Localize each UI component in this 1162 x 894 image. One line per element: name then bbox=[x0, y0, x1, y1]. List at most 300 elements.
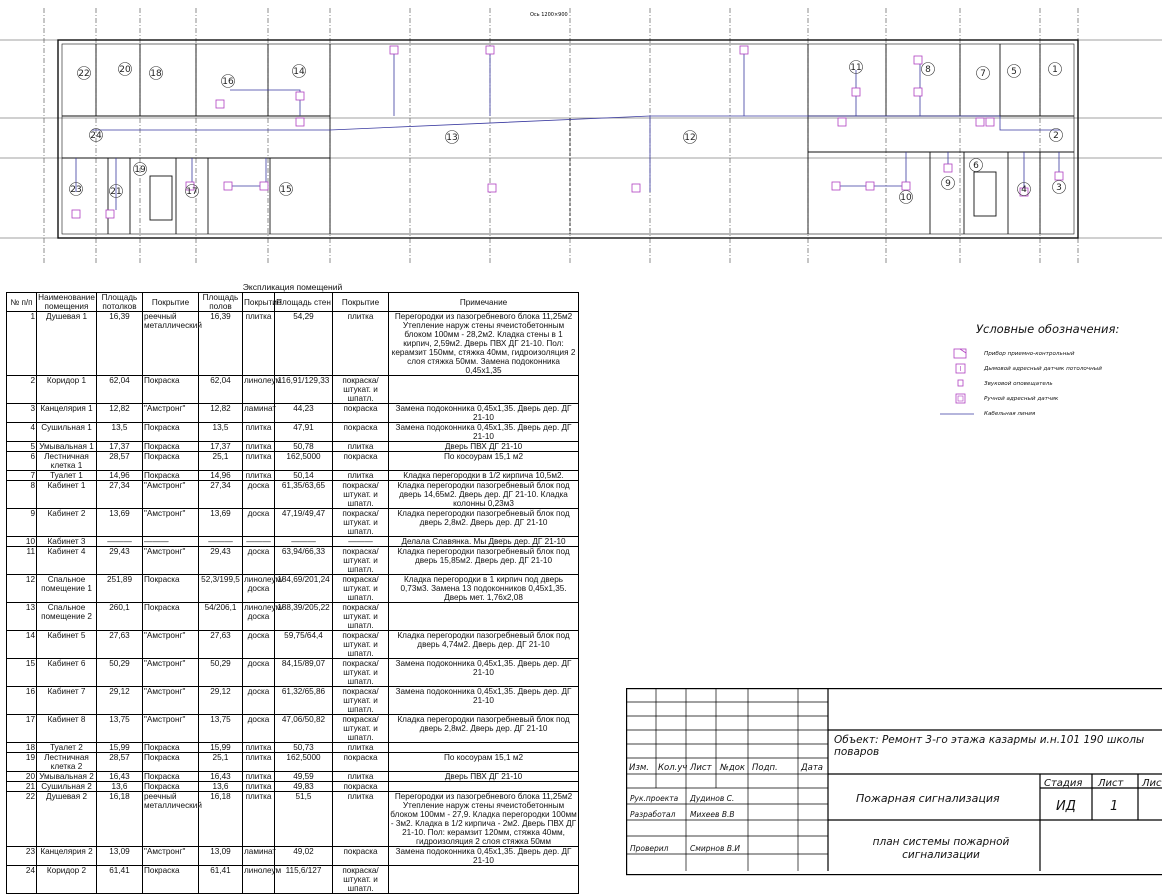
stamp-role-3: Проверил bbox=[630, 844, 669, 853]
table-cell: Кладка перегородки пазогребневый блок под дверь 2,8м2. Дверь дер. ДГ 21-10 bbox=[389, 715, 579, 743]
sounder-icon bbox=[950, 378, 976, 390]
table-cell: доска bbox=[243, 687, 275, 715]
table-cell: плитка bbox=[333, 792, 389, 847]
legend-item bbox=[950, 348, 1160, 363]
room-number: 22 bbox=[78, 69, 90, 79]
table-cell: реечный металлический bbox=[143, 792, 199, 847]
table-cell: покраска/штукат. и шпатл. bbox=[333, 715, 389, 743]
stamp-name-1: Дудинов С. bbox=[690, 794, 735, 803]
revision-header: №док bbox=[720, 763, 746, 773]
legend-title: Условные обозначения: bbox=[976, 322, 1120, 336]
table-cell: плитка bbox=[243, 312, 275, 376]
room-number: 16 bbox=[222, 77, 234, 87]
table-cell: покраска/штукат. и шпатл. bbox=[333, 481, 389, 509]
table-body bbox=[7, 312, 579, 894]
table-cell: Замена подоконника 0,45х1,35. Дверь дер. ДГ 21-10 bbox=[389, 404, 579, 423]
table-header-cell: Площадь стен bbox=[275, 293, 333, 312]
table-cell: покраска bbox=[333, 452, 389, 471]
table-cell: покраска bbox=[333, 753, 389, 772]
table-cell: доска bbox=[243, 481, 275, 509]
table-cell: 13,69 bbox=[199, 509, 243, 537]
table-cell: Лестничная клетка 2 bbox=[37, 753, 97, 772]
floor-plan bbox=[0, 0, 1162, 285]
table-cell: плитка bbox=[243, 782, 275, 792]
table-cell: плитка bbox=[333, 312, 389, 376]
table-cell: Покраска bbox=[143, 452, 199, 471]
table-cell: 21 bbox=[7, 782, 37, 792]
table-cell: 27,34 bbox=[199, 481, 243, 509]
table-cell: По косоурам 15,1 м2 bbox=[389, 452, 579, 471]
table-header-cell: Площадь потолков bbox=[97, 293, 143, 312]
legend-item-label: Дымовой адресный датчик потолочный bbox=[984, 366, 1102, 372]
table-header-row bbox=[7, 293, 579, 312]
table-cell: 84,15/89,07 bbox=[275, 659, 333, 687]
table-cell: Дверь ПВХ ДГ 21-10 bbox=[389, 772, 579, 782]
table-cell: 62,04 bbox=[97, 376, 143, 404]
table-cell bbox=[389, 603, 579, 631]
table-cell: 115,6/127 bbox=[275, 866, 333, 894]
table-cell bbox=[389, 376, 579, 404]
table-cell: 28,57 bbox=[97, 452, 143, 471]
table-cell: Спальное помещение 1 bbox=[37, 575, 97, 603]
control-panel-icon bbox=[950, 348, 976, 360]
table-cell: ——— bbox=[199, 537, 243, 547]
table-cell: "Амстронг" bbox=[143, 715, 199, 743]
revision-header: Изм. bbox=[629, 763, 649, 773]
room-number: 9 bbox=[945, 179, 951, 189]
smoke-detector-icon bbox=[72, 210, 80, 218]
stamp-sheet-label: Лист bbox=[1098, 778, 1124, 789]
table-cell: 3 bbox=[7, 404, 37, 423]
table-cell: Замена подоконника 0,45х1,35. Дверь дер. ДГ 21-10 bbox=[389, 423, 579, 442]
table-cell: 162,5000 bbox=[275, 452, 333, 471]
smoke-detector-icon bbox=[914, 88, 922, 96]
table-cell: ламинат bbox=[243, 404, 275, 423]
room-number: 6 bbox=[973, 161, 979, 171]
table-cell: доска bbox=[243, 659, 275, 687]
table-cell: 13,09 bbox=[97, 847, 143, 866]
table-cell: ——— bbox=[333, 537, 389, 547]
smoke-detector-icon bbox=[224, 182, 232, 190]
table-cell: 47,19/49,47 bbox=[275, 509, 333, 537]
table-cell: покраска bbox=[333, 782, 389, 792]
room-number: 19 bbox=[134, 165, 146, 175]
table-cell: Кабинет 3 bbox=[37, 537, 97, 547]
table-cell: 13 bbox=[7, 603, 37, 631]
table-cell: 13,6 bbox=[97, 782, 143, 792]
table-cell: покраска bbox=[333, 847, 389, 866]
table-cell: доска bbox=[243, 509, 275, 537]
table-cell: ламинат bbox=[243, 847, 275, 866]
table-cell: Замена подоконника 0,45х1,35. Дверь дер. ДГ 21-10 bbox=[389, 687, 579, 715]
table-row bbox=[7, 782, 579, 792]
smoke-detector-icon bbox=[838, 118, 846, 126]
smoke-detector-icon bbox=[488, 184, 496, 192]
table-cell: плитка bbox=[243, 772, 275, 782]
table-cell: 12,82 bbox=[199, 404, 243, 423]
table-cell: плитка bbox=[243, 442, 275, 452]
manual-call-point-icon bbox=[950, 393, 976, 405]
table-cell: 61,32/65,86 bbox=[275, 687, 333, 715]
table-cell: Делала Славянка. Мы Дверь дер. ДГ 21-10 bbox=[389, 537, 579, 547]
table-cell: 47,91 bbox=[275, 423, 333, 442]
table-cell: Покраска bbox=[143, 772, 199, 782]
smoke-detector-icon bbox=[106, 210, 114, 218]
table-cell: плитка bbox=[243, 452, 275, 471]
table-cell: 15,99 bbox=[97, 743, 143, 753]
table-row bbox=[7, 603, 579, 631]
legend-item bbox=[950, 408, 1160, 423]
room-number: 4 bbox=[1021, 185, 1027, 195]
table-cell: покраска/штукат. и шпатл. bbox=[333, 631, 389, 659]
table-cell: Туалет 1 bbox=[37, 471, 97, 481]
table-cell: Кладка перегородки пазогребневый блок под дверь 2,8м2. Дверь дер. ДГ 21-10 bbox=[389, 509, 579, 537]
table-cell: 25,1 bbox=[199, 753, 243, 772]
table-cell: 29,43 bbox=[97, 547, 143, 575]
table-cell: 44,23 bbox=[275, 404, 333, 423]
table-row bbox=[7, 537, 579, 547]
table-cell: Сушильная 1 bbox=[37, 423, 97, 442]
table-cell: 16,39 bbox=[199, 312, 243, 376]
stamp-stage-value: ИД bbox=[1056, 799, 1076, 814]
table-row bbox=[7, 547, 579, 575]
table-cell: покраска/штукат. и шпатл. bbox=[333, 547, 389, 575]
table-row bbox=[7, 772, 579, 782]
table-cell: "Амстронг" bbox=[143, 687, 199, 715]
table-cell: линолеум/доска bbox=[243, 575, 275, 603]
table-cell: 17 bbox=[7, 715, 37, 743]
grid-note: Ось 1200×900 bbox=[530, 12, 568, 18]
table-cell bbox=[389, 782, 579, 792]
table-cell: 15,99 bbox=[199, 743, 243, 753]
table-cell: Покраска bbox=[143, 866, 199, 894]
table-cell: 13,5 bbox=[97, 423, 143, 442]
table-cell: 50,14 bbox=[275, 471, 333, 481]
table-cell: Замена подоконника 0,45х1,35. Дверь дер. ДГ 21-10 bbox=[389, 659, 579, 687]
table-cell: 13,09 bbox=[199, 847, 243, 866]
table-cell: 16 bbox=[7, 687, 37, 715]
table-cell: 16,18 bbox=[97, 792, 143, 847]
table-cell: 16,43 bbox=[97, 772, 143, 782]
table-cell: Покраска bbox=[143, 471, 199, 481]
table-cell: 49,83 bbox=[275, 782, 333, 792]
table-cell bbox=[389, 866, 579, 894]
revision-header: Кол.уч bbox=[658, 763, 688, 773]
room-number: 14 bbox=[293, 67, 305, 77]
table-cell: Перегородки из пазогребневого блока 11,25м2 Утепление наруж стены ячеистобетонным блоком 100мм - 28,2м2. Кладка стены в 1 кирпич, 2,59м2. Дверь ПВХ ДГ 21-10. Пол: керамзит 150мм, стяжка 40мм, гидроизоляция 2 слоя стяжка 50мм. Замена подоконника 0,45х1,35 bbox=[389, 312, 579, 376]
table-cell: 12 bbox=[7, 575, 37, 603]
table-cell: 17,37 bbox=[97, 442, 143, 452]
stamp-subtitle: план системы пожарной сигнализации bbox=[872, 836, 1010, 861]
table-cell: 12,82 bbox=[97, 404, 143, 423]
table-cell: 22 bbox=[7, 792, 37, 847]
table-cell: 61,41 bbox=[199, 866, 243, 894]
table-cell: Кладка перегородки в 1/2 кирпича 10,5м2. bbox=[389, 471, 579, 481]
table-row bbox=[7, 423, 579, 442]
table-cell: Кабинет 4 bbox=[37, 547, 97, 575]
stamp-stage-label: Стадия bbox=[1044, 778, 1083, 789]
table-cell: Кабинет 2 bbox=[37, 509, 97, 537]
room-number: 11 bbox=[850, 63, 862, 73]
table-cell: 28,57 bbox=[97, 753, 143, 772]
legend-item bbox=[950, 378, 1160, 393]
smoke-detector-icon bbox=[1055, 172, 1063, 180]
table-row bbox=[7, 404, 579, 423]
table-cell: 2 bbox=[7, 376, 37, 404]
table-cell: 1 bbox=[7, 312, 37, 376]
smoke-detector-icon bbox=[486, 46, 494, 54]
stamp-sheets-label: Лис bbox=[1142, 778, 1162, 789]
table-row bbox=[7, 631, 579, 659]
room-number: 24 bbox=[90, 131, 102, 141]
table-cell: 13,5 bbox=[199, 423, 243, 442]
table-cell: 162,5000 bbox=[275, 753, 333, 772]
table-cell: плитка bbox=[243, 471, 275, 481]
table-cell: Умывальная 2 bbox=[37, 772, 97, 782]
table-cell: 15 bbox=[7, 659, 37, 687]
smoke-detector-icon bbox=[866, 182, 874, 190]
stamp-name-2: Михеев В.В bbox=[690, 810, 735, 819]
table-cell: 11 bbox=[7, 547, 37, 575]
table-row bbox=[7, 442, 579, 452]
table-cell: Коридор 2 bbox=[37, 866, 97, 894]
table-cell: плитка bbox=[333, 442, 389, 452]
table-cell: Замена подоконника 0,45х1,35. Дверь дер. ДГ 21-10 bbox=[389, 847, 579, 866]
table-row bbox=[7, 575, 579, 603]
table-row bbox=[7, 715, 579, 743]
table-cell: Покраска bbox=[143, 423, 199, 442]
room-number: 7 bbox=[980, 69, 986, 79]
legend-item bbox=[950, 393, 1160, 408]
table-cell: 47,06/50,82 bbox=[275, 715, 333, 743]
legend-item bbox=[950, 363, 1160, 378]
table-cell: плитка bbox=[243, 743, 275, 753]
table-cell: 27,63 bbox=[97, 631, 143, 659]
room-number: 8 bbox=[925, 65, 931, 75]
smoke-detector-icon bbox=[950, 363, 976, 375]
table-cell: плитка bbox=[333, 471, 389, 481]
table-cell: 260,1 bbox=[97, 603, 143, 631]
room-number: 15 bbox=[280, 185, 292, 195]
table-cell: ——— bbox=[243, 537, 275, 547]
table-cell: покраска/штукат. и шпатл. bbox=[333, 866, 389, 894]
smoke-detector-icon bbox=[944, 164, 952, 172]
table-cell: 14 bbox=[7, 631, 37, 659]
table-cell: покраска/штукат. и шпатл. bbox=[333, 376, 389, 404]
table-cell: 14,96 bbox=[97, 471, 143, 481]
table-cell: 16,18 bbox=[199, 792, 243, 847]
table-cell: плитка bbox=[333, 743, 389, 753]
cable-line bbox=[394, 50, 744, 192]
table-cell: 116,91/129,33 bbox=[275, 376, 333, 404]
table-cell: 29,12 bbox=[97, 687, 143, 715]
table-cell: "Амстронг" bbox=[143, 659, 199, 687]
table-cell bbox=[389, 743, 579, 753]
table-cell: 29,43 bbox=[199, 547, 243, 575]
table-cell: ——— bbox=[97, 537, 143, 547]
table-cell: 50,73 bbox=[275, 743, 333, 753]
table-header-cell: Наименование помещения bbox=[38, 293, 95, 311]
fire-devices bbox=[72, 46, 1063, 218]
table-cell: 14,96 bbox=[199, 471, 243, 481]
table-cell: покраска/штукат. и шпатл. bbox=[333, 687, 389, 715]
table-cell: покраска/штукат. и шпатл. bbox=[333, 603, 389, 631]
legend-item-label: Звуковой оповещатель bbox=[984, 381, 1053, 387]
table-cell: "Амстронг" bbox=[143, 404, 199, 423]
explication-table bbox=[6, 283, 579, 894]
table-row bbox=[7, 687, 579, 715]
table-row bbox=[7, 753, 579, 772]
table-cell: 61,35/63,65 bbox=[275, 481, 333, 509]
table-cell: Умывальная 1 bbox=[37, 442, 97, 452]
table-cell: плитка bbox=[333, 772, 389, 782]
table-cell: "Амстронг" bbox=[143, 847, 199, 866]
table-cell: 4 bbox=[7, 423, 37, 442]
table-cell: 7 bbox=[7, 471, 37, 481]
room-number: 23 bbox=[70, 185, 82, 195]
legend bbox=[950, 322, 1160, 423]
table-cell: 62,04 bbox=[199, 376, 243, 404]
table-cell: 54,29 bbox=[275, 312, 333, 376]
table-row bbox=[7, 743, 579, 753]
table-cell: Перегородки из пазогребневого блока 11,25м2 Утепление наруж стены ячеистобетонным блоком 100мм - 27,9. Кладка перегородки 100мм - 3м2. Кладка в 1/2 кирпича - 2м2. Дверь ПВХ ДГ 21-10. Пол: керамзит 120мм, стяжка 40мм, гидроизоляция 2 слоя стяжка 50мм bbox=[390, 792, 577, 846]
table-cell: 27,34 bbox=[97, 481, 143, 509]
revision-header: Дата bbox=[801, 763, 824, 773]
smoke-detector-icon bbox=[216, 100, 224, 108]
table-cell: линолеум/доска bbox=[243, 603, 275, 631]
table-cell: реечный металлический bbox=[143, 312, 199, 376]
table-cell: 19 bbox=[7, 753, 37, 772]
room-partitions bbox=[96, 44, 1040, 234]
table-cell: Кабинет 8 bbox=[37, 715, 97, 743]
table-cell: 50,78 bbox=[275, 442, 333, 452]
table-cell: плитка bbox=[243, 792, 275, 847]
table-cell: 13,75 bbox=[199, 715, 243, 743]
table-cell: Дверь ПВХ ДГ 21-10 bbox=[389, 442, 579, 452]
room-number: 18 bbox=[150, 69, 162, 79]
table-cell: 16,39 bbox=[97, 312, 143, 376]
table-cell: Покраска bbox=[143, 376, 199, 404]
table-row bbox=[7, 452, 579, 471]
table-cell: ——— bbox=[275, 537, 333, 547]
table-cell: 23 bbox=[7, 847, 37, 866]
table-cell: 13,69 bbox=[97, 509, 143, 537]
table-cell: 5 bbox=[7, 442, 37, 452]
table-row bbox=[7, 312, 579, 376]
stamp-sheet-value: 1 bbox=[1110, 799, 1119, 814]
table-cell: Канцелярия 1 bbox=[37, 404, 97, 423]
table-cell: Душевая 2 bbox=[37, 792, 97, 847]
corridor bbox=[62, 116, 1074, 158]
table-cell: доска bbox=[243, 547, 275, 575]
room-number: 2 bbox=[1053, 131, 1059, 141]
table-cell: "Амстронг" bbox=[143, 631, 199, 659]
table-cell: покраска/штукат. и шпатл. bbox=[333, 659, 389, 687]
table-cell: Покраска bbox=[143, 603, 199, 631]
table-cell: 63,94/66,33 bbox=[275, 547, 333, 575]
legend-item-label: Прибор приемно-контрольный bbox=[984, 351, 1075, 357]
smoke-detector-icon bbox=[260, 182, 268, 190]
table-cell: 20 bbox=[7, 772, 37, 782]
room-numbers bbox=[70, 61, 1066, 204]
table-caption: Экспликация помещений bbox=[242, 282, 343, 292]
table-cell: Спальное помещение 2 bbox=[37, 603, 97, 631]
table-cell: Покраска bbox=[143, 782, 199, 792]
table-cell: доска bbox=[243, 631, 275, 659]
table-cell: доска bbox=[243, 715, 275, 743]
table-cell: линолеум bbox=[243, 866, 275, 894]
cable-line-icon bbox=[950, 408, 976, 420]
table-cell: 24 bbox=[7, 866, 37, 894]
table-row bbox=[7, 471, 579, 481]
room-number: 17 bbox=[186, 187, 198, 197]
smoke-detector-icon bbox=[852, 88, 860, 96]
table-cell: покраска/штукат. и шпатл. bbox=[333, 509, 389, 537]
table-cell: 54/206,1 bbox=[199, 603, 243, 631]
cable-line bbox=[230, 60, 920, 116]
room-number: 13 bbox=[446, 133, 458, 143]
table-cell: 49,59 bbox=[275, 772, 333, 782]
stamp-object: Объект: Ремонт 3-го этажа казармы и.н.101 190 школы поваров bbox=[834, 734, 1145, 758]
table-cell: 13,75 bbox=[97, 715, 143, 743]
table-row bbox=[7, 659, 579, 687]
table-cell: Кладка перегородки пазогребневый блок под дверь 15,85м2. Дверь дер. ДГ 21-10 bbox=[389, 547, 579, 575]
table-cell: линолеум bbox=[243, 376, 275, 404]
stamp-role-2: Разработал bbox=[630, 810, 676, 819]
table-cell: 188,39/205,22 bbox=[275, 603, 333, 631]
table-cell: Коридор 1 bbox=[37, 376, 97, 404]
table-cell: 13,6 bbox=[199, 782, 243, 792]
table-row bbox=[7, 481, 579, 509]
table-cell: покраска/штукат. и шпатл. bbox=[333, 575, 389, 603]
smoke-detector-icon bbox=[976, 118, 984, 126]
table-cell: Покраска bbox=[143, 442, 199, 452]
table-cell: "Амстронг" bbox=[143, 509, 199, 537]
smoke-detector-icon bbox=[632, 184, 640, 192]
table-cell: Канцелярия 2 bbox=[37, 847, 97, 866]
legend-item-label: Кабельная линия bbox=[984, 411, 1036, 417]
cable-line bbox=[76, 158, 266, 210]
table-cell: 17,37 bbox=[199, 442, 243, 452]
smoke-detector-icon bbox=[986, 118, 994, 126]
table-cell: 50,29 bbox=[199, 659, 243, 687]
table-row bbox=[7, 376, 579, 404]
table-cell: Сушильная 2 bbox=[37, 782, 97, 792]
table-cell: плитка bbox=[243, 753, 275, 772]
table-cell: Покраска bbox=[143, 575, 199, 603]
table-cell: 27,63 bbox=[199, 631, 243, 659]
table-cell: 25,1 bbox=[199, 452, 243, 471]
table-cell: "Амстронг" bbox=[143, 481, 199, 509]
room-number: 20 bbox=[119, 65, 131, 75]
table-cell: ——— bbox=[143, 537, 199, 547]
table-cell: Кабинет 7 bbox=[37, 687, 97, 715]
table-header-cell: Площадь полов bbox=[199, 293, 243, 312]
table-cell: Кабинет 5 bbox=[37, 631, 97, 659]
stamp-role-1: Рук.проекта bbox=[630, 794, 679, 803]
table-cell: По косоурам 15,1 м2 bbox=[389, 753, 579, 772]
room-number: 12 bbox=[684, 133, 696, 143]
table-cell: 61,41 bbox=[97, 866, 143, 894]
table-cell: Кабинет 6 bbox=[37, 659, 97, 687]
table-cell: "Амстронг" bbox=[143, 547, 199, 575]
table-cell: Душевая 1 bbox=[37, 312, 97, 376]
revision-header: Подп. bbox=[752, 763, 778, 773]
table-header-cell: Покрытие bbox=[143, 293, 199, 312]
stamp-title: Пожарная сигнализация bbox=[856, 792, 1000, 805]
table-cell: Кладка перегородки в 1 кирпич под дверь 0,73м3. Замена 13 подоконников 0,45х1,35. Дверь мет. 1,76х2,08 bbox=[389, 575, 579, 603]
table-header-cell: Покрытие bbox=[333, 293, 389, 312]
